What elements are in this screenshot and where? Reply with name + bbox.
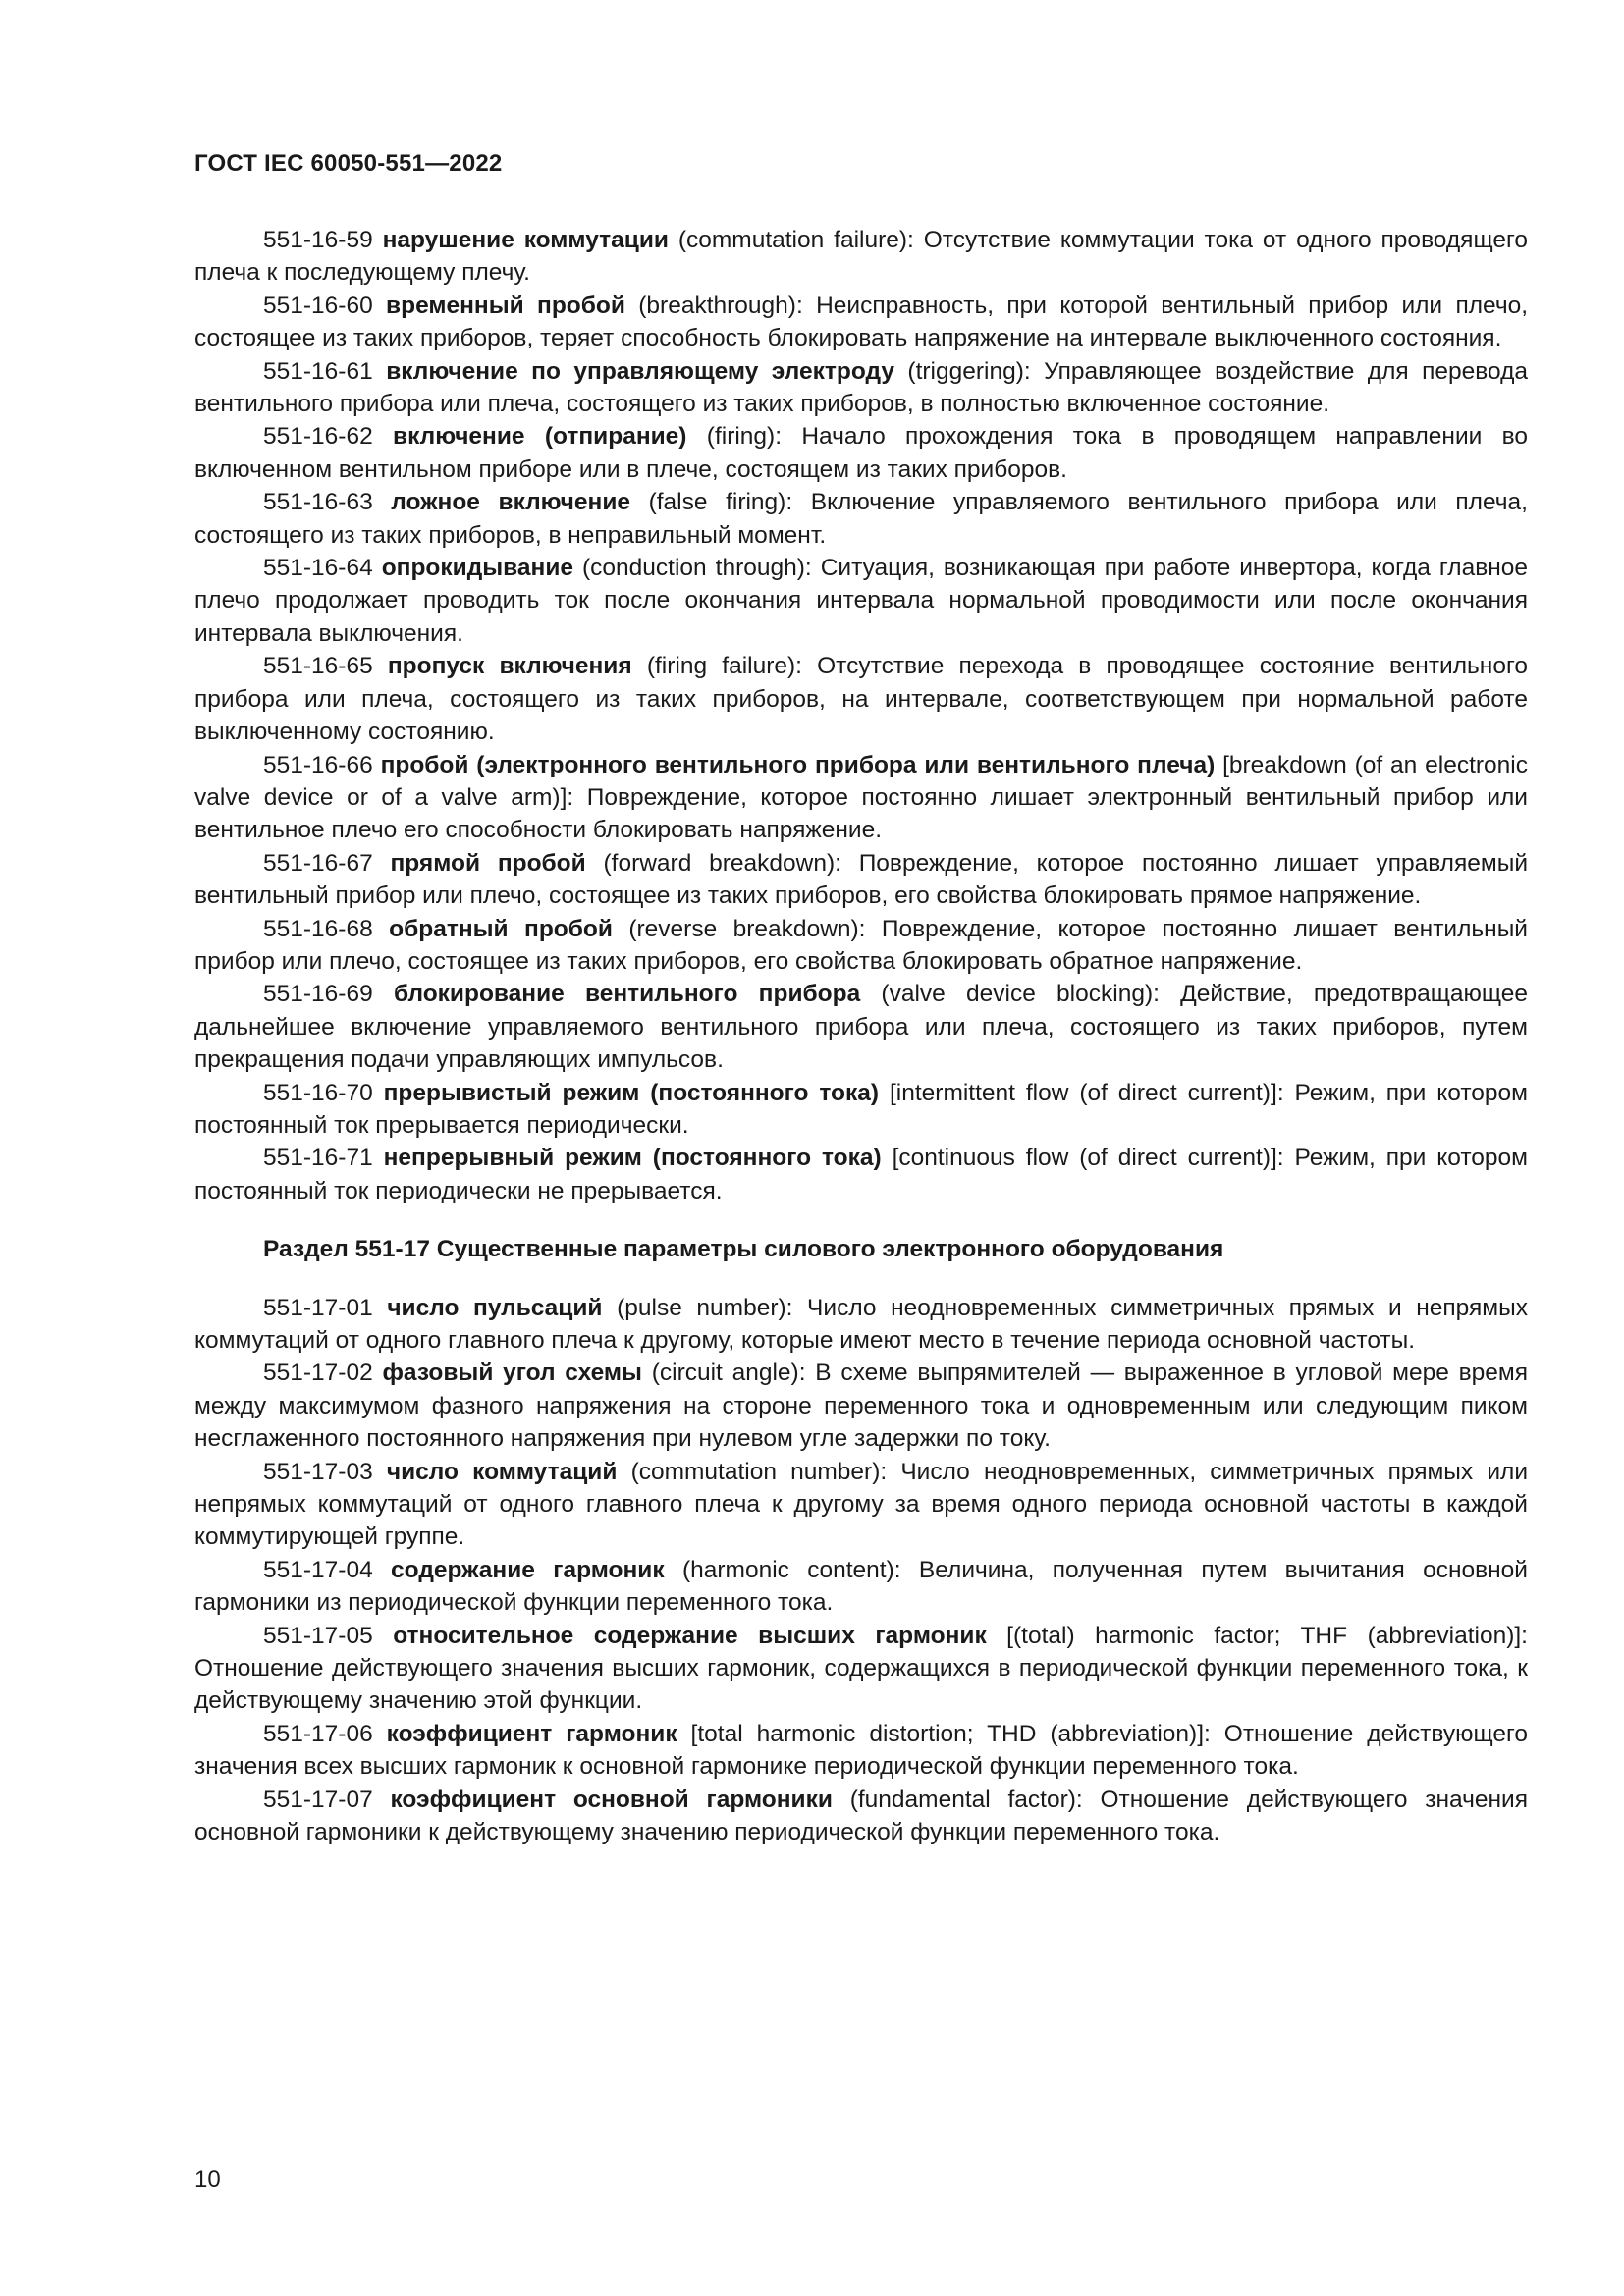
entry-term: включение по управляющему электроду [386,357,894,385]
entry-code: 551-16-70 [263,1079,373,1106]
entry-definition: (firing failure): Отсутствие перехода в проводящее состояние вентильного прибора или плеча, состоящего из таких приборов, на интервале, соответствующем при нормальной работе выключенному состоянию. [194,653,1528,746]
entry-definition: [intermittent flow (of direct current)]: Режим, при котором постоянный ток прерывается периодически. [194,1079,1528,1139]
entry-term: пробой (электронного вентильного прибора или вентильного плеча) [380,751,1216,778]
definition-entry [194,290,1528,355]
definition-entry [194,420,1528,486]
definition-entry [194,224,1528,290]
entry-term: включение (отпирание) [393,423,687,451]
entry-term: нарушение коммутации [382,227,669,253]
entry-code: 551-16-69 [263,981,373,1008]
entry-code: 551-16-68 [263,915,373,942]
entry-definition: (harmonic content): Величина, полученная путем вычитания основной гармоники из периодической функции переменного тока. [194,1556,1528,1617]
entry-code: 551-16-60 [263,292,373,319]
entry-term: содержание гармоник [391,1556,665,1583]
definition-entry [194,1620,1528,1718]
entry-code: 551-16-63 [263,489,373,516]
definition-entry [194,749,1528,847]
entry-term: коэффициент основной гармоники [390,1786,833,1813]
definition-entry [194,1142,1528,1207]
entry-definition: (breakthrough): Неисправность, при которой вентильный прибор или плечо, состоящее из таких приборов, теряет способность блокировать напряжение на интервале выключенного состояния. [194,292,1529,352]
entry-code: 551-16-61 [263,357,373,385]
entry-term: непрерывный режим (постоянного тока) [383,1145,882,1172]
entry-definition: (reverse breakdown): Повреждение, которое постоянно лишает вентильный прибор или плечо, состоящее из таких приборов, его свойства блокировать обратное напряжение. [194,915,1528,975]
document-body [194,224,1528,1849]
entry-code: 551-16-65 [263,653,373,680]
entry-code: 551-16-71 [263,1145,373,1172]
entry-code: 551-17-05 [263,1622,373,1649]
entry-term: временный пробой [386,292,625,319]
entry-code: 551-17-07 [263,1786,373,1813]
entry-code: 551-16-59 [263,227,373,253]
definition-entry [194,847,1528,913]
entry-term: прямой пробой [390,849,586,877]
entry-term: прерывистый режим (постоянного тока) [383,1079,880,1106]
entry-term: блокирование вентильного прибора [393,981,861,1008]
entry-code: 551-17-06 [263,1720,373,1747]
section-title: Раздел 551-17 Существенные параметры силового электронного оборудования [263,1236,1224,1263]
definition-entry [194,1554,1528,1620]
entry-definition: (valve device blocking): Действие, предотвращающее дальнейшее включение управляемого вентильного прибора или плеча, состоящего из таких приборов, путем прекращения подачи управляющих импульсов. [194,981,1529,1074]
entry-definition: (triggering): Управляющее воздействие для перевода вентильного прибора или плеча, состоящего из таких приборов, в полностью включенное состояние. [194,357,1529,418]
entry-definition: (pulse number): Число неодновременных симметричных прямых и непрямых коммутаций от одного главного плеча к другому, которые имеют место в течение периода основной частоты. [194,1294,1529,1354]
entries-section-16 [194,224,1528,1207]
definition-entry [194,1292,1528,1358]
definition-entry [194,355,1528,421]
entry-definition: [breakdown (of an electronic valve device or of a valve arm)]: Повреждение, которое постоянно лишает электронный вентильный прибор или вентильное плечо его способности блокировать напряжение. [194,751,1528,844]
entry-term: опрокидывание [381,555,574,582]
definition-entry [194,486,1528,552]
entry-definition: [(total) harmonic factor; THF (abbreviation)]: Отношение действующего значения высших гармоник, содержащихся в периодической функции переменного тока, к действующему значению этой функции. [194,1622,1528,1715]
entry-definition: [continuous flow (of direct current)]: Режим, при котором постоянный ток периодически не прерывается. [194,1145,1528,1204]
definition-entry [194,1718,1528,1784]
entry-code: 551-17-04 [263,1556,373,1583]
definition-entry [194,978,1528,1076]
entry-term: коэффициент гармоник [386,1720,677,1747]
entries-section-17 [194,1292,1528,1849]
entry-term: фазовый угол схемы [382,1360,642,1387]
entry-code: 551-17-02 [263,1360,373,1387]
definition-entry [194,1077,1528,1143]
entry-definition: (circuit angle): В схеме выпрямителей — выраженное в угловой мере время между максимумом фазного напряжения на стороне переменного тока и одновременным или следующим пиком несглаженного постоянного напряжения при нулевом угле задержки по току. [194,1360,1528,1453]
definition-entry [194,913,1528,979]
entry-code: 551-17-03 [263,1458,373,1485]
entry-term: пропуск включения [387,653,632,680]
entry-term: ложное включение [391,489,631,516]
page-number: 10 [194,2166,221,2193]
entry-term: число пульсаций [387,1294,603,1321]
definition-entry [194,1357,1528,1455]
entry-term: число коммутаций [386,1458,618,1485]
entry-definition: (commutation failure): Отсутствие коммутации тока от одного проводящего плеча к последующему плечу. [194,227,1528,287]
entry-code: 551-16-66 [263,751,373,778]
entry-definition: (forward breakdown): Повреждение, которое постоянно лишает управляемый вентильный прибор или плечо, состоящее из таких приборов, его свойства блокировать прямое напряжение. [194,849,1529,910]
definition-entry [194,552,1528,650]
entry-code: 551-16-67 [263,849,373,877]
entry-term: обратный пробой [389,915,613,942]
entry-definition: (conduction through): Ситуация, возникающая при работе инвертора, когда главное плечо продолжает проводить ток после окончания интервала нормальной проводимости или после окончания интервала выключения. [194,555,1528,647]
entry-code: 551-16-64 [263,555,373,582]
entry-definition: (fundamental factor): Отношение действующего значения основной гармоники к действующему значению периодической функции переменного тока. [194,1786,1528,1846]
entry-definition: (firing): Начало прохождения тока в проводящем направлении во включенном вентильном приборе или в плече, состоящем из таких приборов. [194,423,1528,483]
entry-definition: (commutation number): Число неодновременных, симметричных прямых или непрямых коммутаций от одного главного плеча к другому за время одного периода основной частоты в каждой коммутирующей группе. [194,1458,1529,1551]
entry-code: 551-17-01 [263,1294,373,1321]
entry-code: 551-16-62 [263,423,373,451]
document-header: ГОСТ IEC 60050-551—2022 [194,150,503,177]
entry-definition: [total harmonic distortion; THD (abbreviation)]: Отношение действующего значения всех высших гармоник к основной гармонике периодической функции переменного тока. [194,1720,1528,1781]
entry-definition: (false firing): Включение управляемого вентильного прибора или плеча, состоящего из таких приборов, в неправильный момент. [194,489,1528,549]
definition-entry [194,650,1528,748]
entry-term: относительное содержание высших гармоник [393,1622,987,1649]
definition-entry [194,1784,1528,1849]
definition-entry [194,1456,1528,1554]
